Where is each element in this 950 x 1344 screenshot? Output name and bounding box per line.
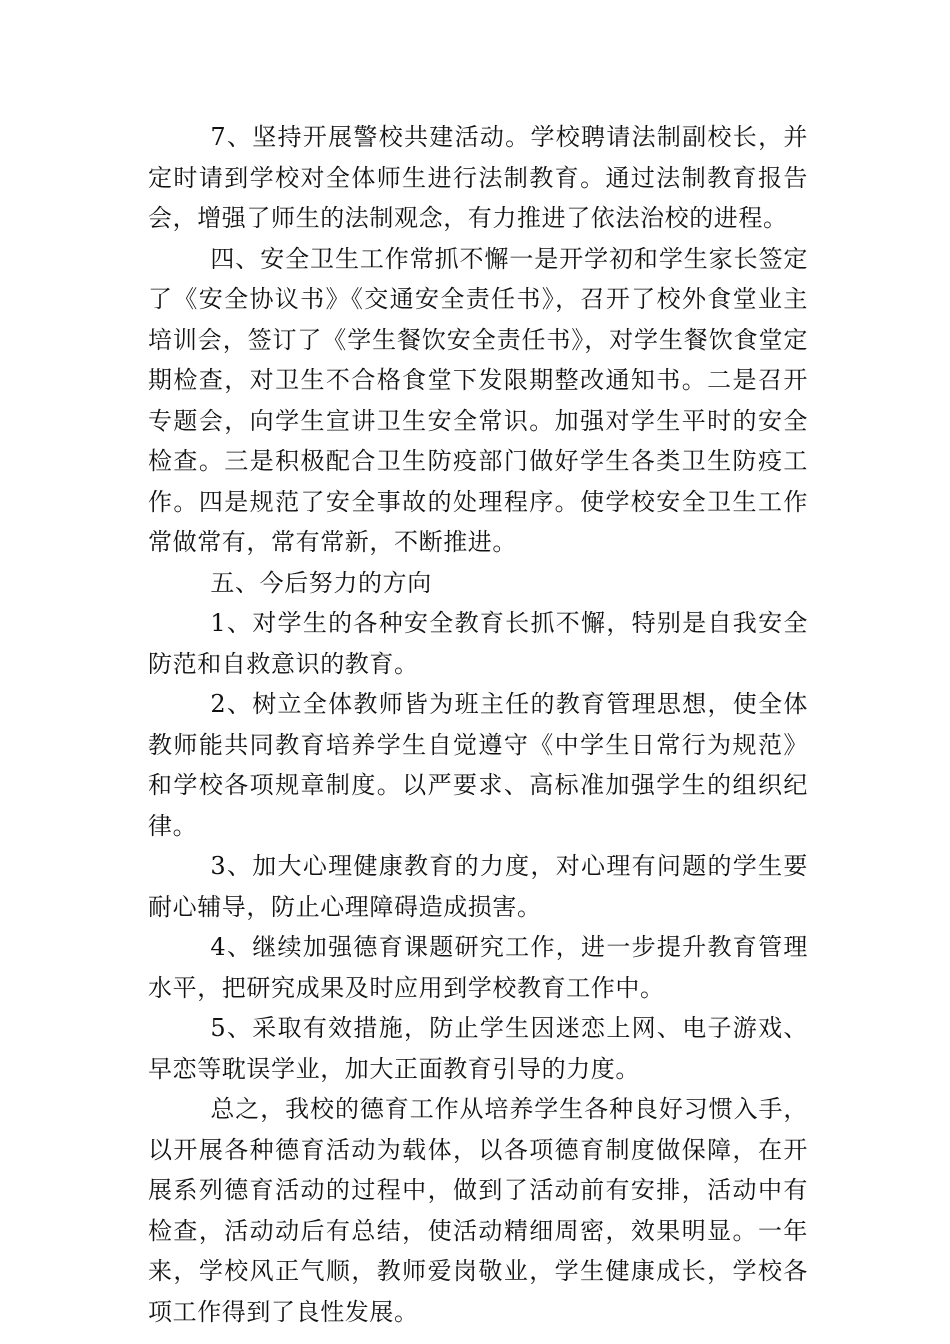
paragraph-direction-3: 3、加大心理健康教育的力度，对心理有问题的学生要耐心辅导，防止心理障碍造成损害。 — [148, 852, 808, 921]
paragraph-summary: 总之，我校的德育工作从培养学生各种良好习惯入手，以开展各种德育活动为载体，以各项德育制度做保障，在开展系列德育活动的过程中，做到了活动前有安排，活动中有检查，活动动后有总结，使活动精细周密，效果明显。一年来，学校风正气顺，教师爱岗敬业，学生健康成长，学校各项工作得到了良性发展。 — [148, 1095, 808, 1326]
paragraph-direction-4: 4、继续加强德育课题研究工作，进一步提升教育管理水平，把研究成果及时应用到学校教育工作中。 — [148, 933, 808, 1002]
document-body — [148, 117, 808, 1332]
paragraph-section-4-safety: 四、安全卫生工作常抓不懈一是开学初和学生家长签定了《安全协议书》《交通安全责任书》，召开了校外食堂业主培训会，签订了《学生餐饮安全责任书》，对学生餐饮食堂定期检查，对卫生不合格食堂下发限期整改通知书。二是召开专题会，向学生宣讲卫生安全常识。加强对学生平时的安全检查。三是积极配合卫生防疫部门做好学生各类卫生防疫工作。四是规范了安全事故的处理程序。使学校安全卫生工作常做常有，常有常新，不断推进。 — [148, 244, 808, 556]
paragraph-direction-2: 2、树立全体教师皆为班主任的教育管理思想，使全体教师能共同教育培养学生自觉遵守《中学生日常行为规范》和学校各项规章制度。以严要求、高标准加强学生的组织纪律。 — [148, 690, 808, 840]
paragraph-item-7: 7、坚持开展警校共建活动。学校聘请法制副校长，并定时请到学校对全体师生进行法制教育。通过法制教育报告会，增强了师生的法制观念，有力推进了依法治校的进程。 — [148, 123, 808, 232]
paragraph-section-5-heading: 五、今后努力的方向 — [210, 568, 432, 597]
paragraph-direction-1: 1、对学生的各种安全教育长抓不懈，特别是自我安全防范和自救意识的教育。 — [148, 609, 808, 678]
paragraph-direction-5: 5、采取有效措施，防止学生因迷恋上网、电子游戏、早恋等耽误学业，加大正面教育引导的力度。 — [148, 1014, 808, 1083]
